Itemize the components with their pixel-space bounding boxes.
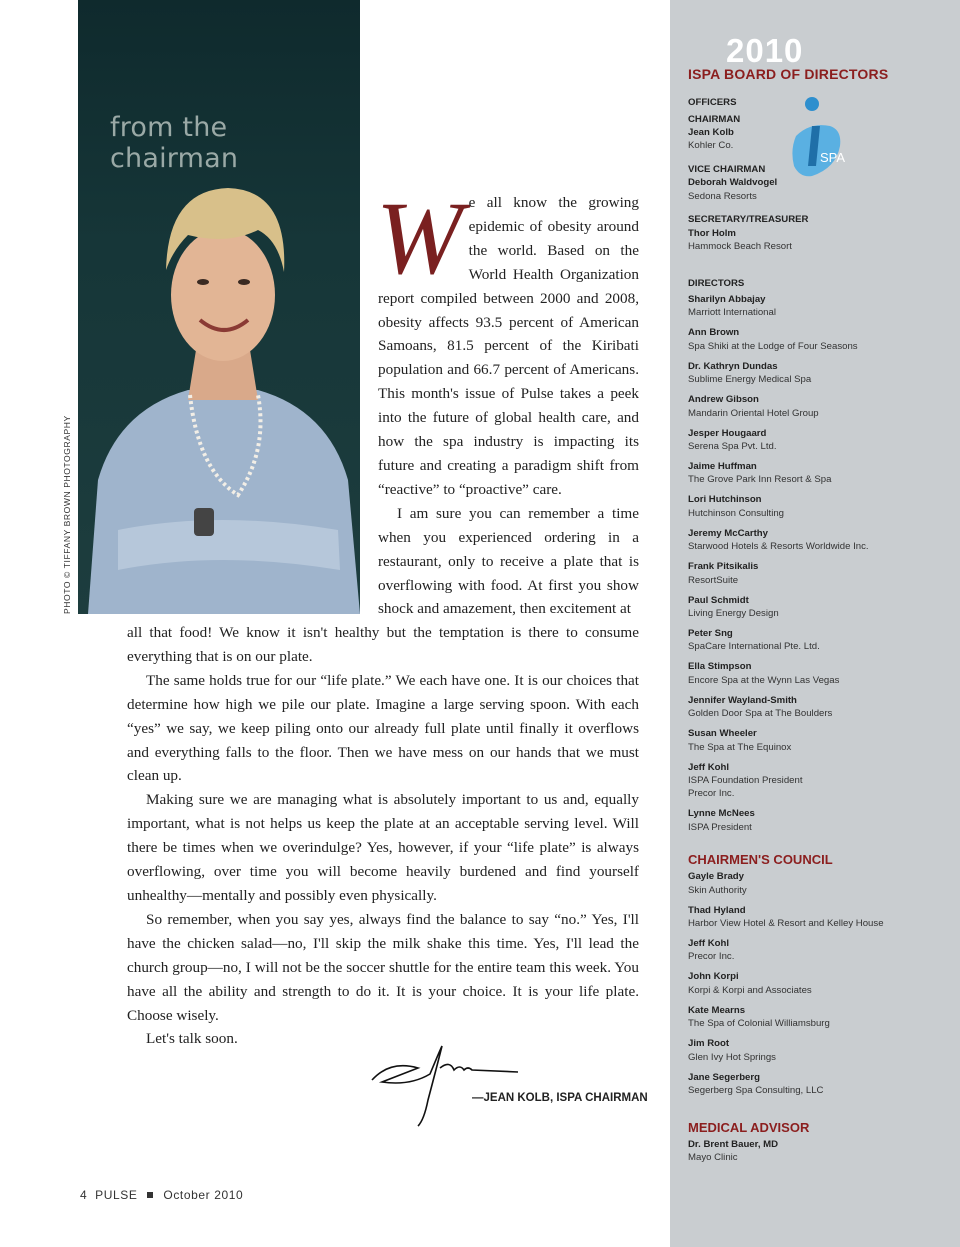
article-paragraph-4: Making sure we are managing what is absolutely important to us and, equally important, what is not helps us keep the plate at an acceptable serving level. Will there be times when we overindulge? Yes, however, if your “life plate” is always overflowing, over time you will become heavily burdened and find yourself unhealthy—mentally and possibly even physically. — [127, 791, 639, 904]
photo-credit: PHOTO © TIFFANY BROWN PHOTOGRAPHY — [62, 415, 72, 614]
council-entry: Gayle Brady Skin Authority — [688, 871, 747, 896]
board-sidebar — [670, 0, 960, 1247]
article-paragraph-2-end: all that food! We know it isn't healthy but the temptation is there to consume everything that is on our plate. — [127, 624, 639, 665]
sidebar-year: 2010 — [726, 32, 804, 69]
director-entry: Peter Sng SpaCare International Pte. Ltd. — [688, 628, 820, 653]
officer-entry: VICE CHAIRMAN Deborah Waldvogel Sedona Resorts — [688, 163, 778, 202]
article-paragraph-1: We all know the growing epidemic of obesity around the world. Based on the World Health Organization report compiled between 2000 and 2008, obesity affects 93.5 percent of American Samoans, 81.5 percent of the Kiribati population and 66.7 percent of Americans. This month's issue of Pulse takes a peek into the future of global health care, and how the spa industry is impacting its future and creating a paradigm shift from “reactive” to “proactive” care. — [376, 181, 639, 498]
chairman-portrait — [78, 150, 360, 614]
council-list — [688, 870, 948, 1097]
advisor-entry: Dr. Brent Bauer, MD Mayo Clinic — [688, 1138, 779, 1163]
officers-label: OFFICERS — [688, 97, 737, 108]
article-paragraph-5: So remember, when you say yes, always find the balance to say “no.” Yes, I'll have the chicken salad—no, I'll skip the milk shake this time. Yes, I'll lead the church group—no, I will not be the soccer shuttle for the entire team this week. You have all the ability and strength to do it. It is your choice. It is your life plate. Choose wisely. — [127, 910, 639, 1024]
council-entry: Thad Hyland Harbor View Hotel & Resort and Kelley House — [688, 904, 884, 930]
director-entry: Lori Hutchinson Hutchinson Consulting — [688, 494, 784, 519]
sidebar-list — [688, 96, 948, 1171]
directors-label: DIRECTORS — [688, 278, 745, 290]
section-title: from the chairman — [110, 112, 239, 174]
director-entry: Sharilyn Abbajay Marriott International — [688, 293, 776, 319]
council-entry: Jim Root Glen Ivy Hot Springs — [688, 1038, 776, 1063]
issue-date: October 2010 — [163, 1188, 244, 1202]
director-entry: Dr. Kathryn Dundas Sublime Energy Medical Spa — [688, 360, 812, 386]
article-paragraph-6: Let's talk soon. — [146, 1030, 238, 1048]
council-label: CHAIRMEN'S COUNCIL — [688, 852, 833, 868]
council-entry: Kate Mearns The Spa of Colonial Williamsburg — [688, 1004, 830, 1030]
director-entry: Susan Wheeler The Spa at The Equinox — [688, 728, 792, 753]
article-column-narrow — [376, 181, 639, 621]
director-entry: Jesper Hougaard Serena Spa Pvt. Ltd. — [688, 427, 777, 452]
director-entry: Lynne McNees ISPA President — [688, 808, 755, 833]
director-entry: Jennifer Wayland-Smith Golden Door Spa at The Boulders — [688, 694, 833, 720]
director-entry: Paul Schmidt Living Energy Design — [688, 594, 779, 619]
article-paragraph-2-start: I am sure you can remember a time when you experienced ordering in a restaurant, only to receive a plate that is overflowing with food. At first you show shock and amazement, then excitement at — [378, 504, 639, 618]
director-entry: Jaime Huffman The Grove Park Inn Resort & Spa — [688, 460, 832, 486]
logo-text: SPA — [820, 150, 846, 165]
page-number: 4 — [80, 1188, 88, 1202]
director-entry: Jeremy McCarthy Starwood Hotels & Resorts Worldwide Inc. — [688, 527, 869, 553]
chairman-photo-panel — [78, 0, 360, 614]
article-column-wide — [127, 621, 639, 1051]
director-entry: Jeff Kohl ISPA Foundation President Precor Inc. — [688, 761, 803, 800]
officer-entry: SECRETARY/TREASURER Thor Holm Hammock Beach Resort — [688, 214, 809, 253]
council-entry: Jeff Kohl Precor Inc. — [688, 938, 735, 963]
director-entry: Andrew Gibson Mandarin Oriental Hotel Group — [688, 394, 819, 419]
council-entry: John Korpi Korpi & Korpi and Associates — [688, 971, 812, 996]
directors-list — [688, 293, 948, 834]
advisor-label: MEDICAL ADVISOR — [688, 1119, 810, 1135]
director-entry: Ann Brown Spa Shiki at the Lodge of Four Seasons — [688, 327, 858, 352]
page-footer — [80, 1188, 243, 1202]
sidebar-heading: ISPA BOARD OF DIRECTORS — [688, 66, 889, 82]
council-entry: Jane Segerberg Segerberg Spa Consulting, LLC — [688, 1071, 824, 1097]
drop-cap: W — [376, 181, 463, 296]
officer-entry: CHAIRMAN Jean Kolb Kohler Co. — [688, 113, 741, 152]
signature-graphic — [370, 1040, 520, 1130]
publication-name: PULSE — [95, 1188, 138, 1202]
director-entry: Frank Pitsikalis ResortSuite — [688, 561, 759, 586]
article-paragraph-3: The same holds true for our “life plate.” We each have one. It is our choices that determine how high we pile our plate. Imagine a large serving spoon. With each “yes” we say, we keep piling onto our already full plate until finally it overflows and everything falls to the floor. Then we have mess on our hands that we must clean up. — [127, 671, 639, 785]
director-entry: Ella Stimpson Encore Spa at the Wynn Las Vegas — [688, 661, 840, 686]
square-bullet-icon — [147, 1192, 153, 1198]
signoff: —JEAN KOLB, ISPA CHAIRMAN — [472, 1092, 648, 1104]
